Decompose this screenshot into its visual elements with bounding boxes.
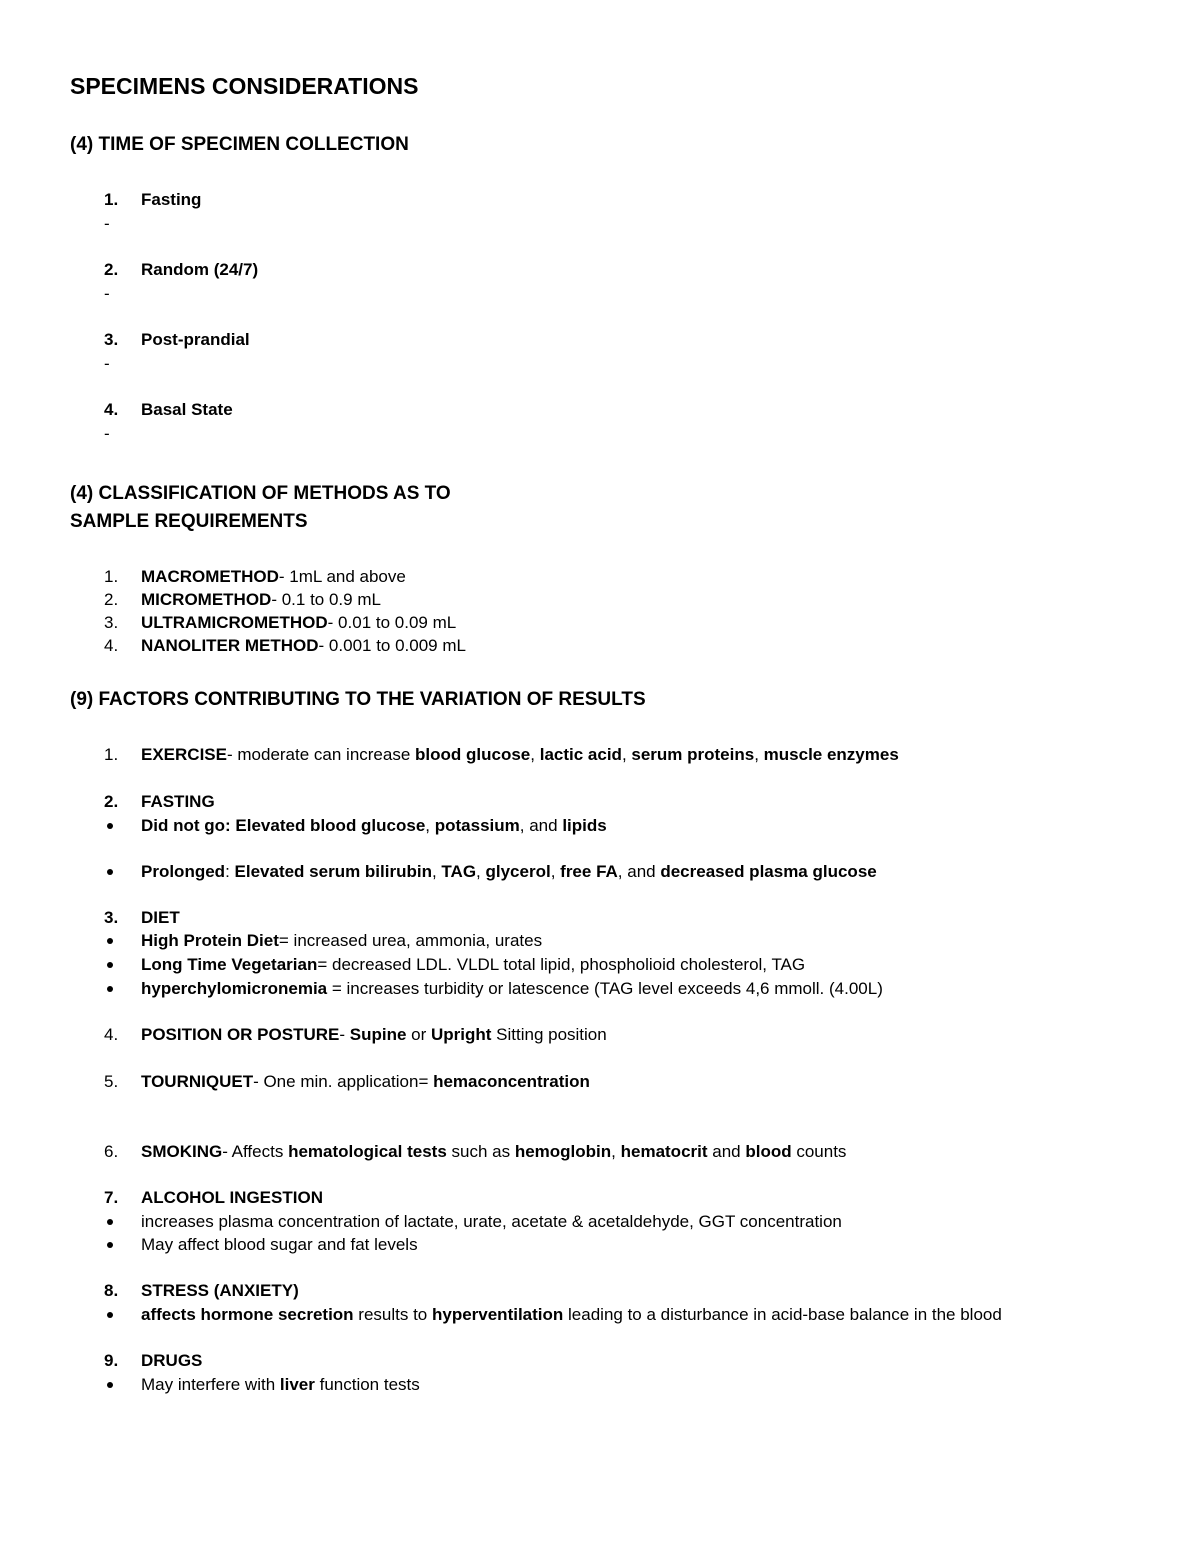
bullet-text: = increases turbidity or latescence (TAG level exceeds 4,6 mmoll. (4.00L) bbox=[327, 979, 883, 998]
bullet-text: , bbox=[431, 862, 442, 881]
bullet-icon bbox=[107, 1219, 113, 1225]
method-range: - 0.01 to 0.09 mL bbox=[327, 613, 457, 632]
bullet-emphasis: potassium bbox=[434, 816, 520, 835]
factor-emphasis: hemoglobin bbox=[514, 1142, 612, 1161]
bullet-emphasis: TAG bbox=[441, 862, 477, 881]
factor-text: , bbox=[530, 745, 540, 764]
factor-text: , bbox=[621, 745, 632, 764]
bullet-emphasis: Elevated serum bilirubin bbox=[234, 862, 432, 881]
method-term: MACROMETHOD bbox=[141, 567, 279, 586]
bullet-emphasis: decreased plasma glucose bbox=[660, 862, 877, 881]
section-heading-time-of-collection: (4) TIME OF SPECIMEN COLLECTION bbox=[70, 134, 409, 155]
factor-emphasis: lactic acid bbox=[539, 745, 622, 764]
item-number: 3. bbox=[104, 330, 119, 349]
factor-term: SMOKING bbox=[141, 1142, 223, 1161]
bullet-icon bbox=[107, 1242, 113, 1248]
factor-text: counts bbox=[791, 1142, 847, 1161]
bullet-text: , and bbox=[519, 816, 563, 835]
factor-text: - Affects bbox=[222, 1142, 289, 1161]
bullet-emphasis: free FA bbox=[560, 862, 618, 881]
item-label: Post-prandial bbox=[141, 330, 250, 349]
bullet-emphasis: Long Time Vegetarian bbox=[141, 955, 318, 974]
section-heading-classification-line2: SAMPLE REQUIREMENTS bbox=[70, 511, 308, 532]
section-heading-factors: (9) FACTORS CONTRIBUTING TO THE VARIATION OF RESULTS bbox=[70, 689, 646, 710]
bullet-emphasis: Prolonged bbox=[141, 862, 226, 881]
bullet-text: , bbox=[425, 816, 435, 835]
factor-text: Sitting position bbox=[491, 1025, 607, 1044]
factor-text: - bbox=[339, 1025, 350, 1044]
item-number: 4. bbox=[104, 636, 119, 655]
bullet-text: results to bbox=[353, 1305, 432, 1324]
item-label: Fasting bbox=[141, 190, 202, 209]
factor-term: DRUGS bbox=[141, 1351, 203, 1370]
bullet-icon bbox=[107, 986, 113, 992]
item-number: 5. bbox=[104, 1072, 119, 1091]
bullet-text: May interfere with bbox=[141, 1375, 280, 1394]
item-number: 1. bbox=[104, 190, 119, 209]
factor-term: ALCOHOL INGESTION bbox=[141, 1188, 323, 1207]
bullet-text: : bbox=[225, 862, 235, 881]
bullet-emphasis: hyperchylomicronemia bbox=[141, 979, 328, 998]
dash: - bbox=[104, 424, 110, 443]
bullet-text: , bbox=[550, 862, 561, 881]
bullet-icon bbox=[107, 869, 113, 875]
factor-text: or bbox=[406, 1025, 431, 1044]
bullet-icon bbox=[107, 1312, 113, 1318]
factor-text: and bbox=[707, 1142, 746, 1161]
method-term: ULTRAMICROMETHOD bbox=[141, 613, 328, 632]
factor-term: DIET bbox=[141, 908, 180, 927]
factor-term: TOURNIQUET bbox=[141, 1072, 254, 1091]
bullet-text: = increased urea, ammonia, urates bbox=[278, 931, 543, 950]
factor-emphasis: blood bbox=[745, 1142, 792, 1161]
item-number: 3. bbox=[104, 613, 119, 632]
dash: - bbox=[104, 354, 110, 373]
method-range: - 0.001 to 0.009 mL bbox=[318, 636, 466, 655]
bullet-text: , and bbox=[617, 862, 661, 881]
page-title: SPECIMENS CONSIDERATIONS bbox=[70, 73, 419, 99]
factor-term: STRESS (ANXIETY) bbox=[141, 1281, 299, 1300]
bullet-emphasis: hyperventilation bbox=[431, 1305, 564, 1324]
factor-emphasis: Supine bbox=[349, 1025, 407, 1044]
bullet-emphasis: Did not go: Elevated blood glucose bbox=[141, 816, 426, 835]
item-number: 3. bbox=[104, 908, 119, 927]
item-number: 4. bbox=[104, 1025, 119, 1044]
method-range: - 0.1 to 0.9 mL bbox=[271, 590, 381, 609]
factor-text: such as bbox=[446, 1142, 515, 1161]
factor-term: FASTING bbox=[141, 792, 215, 811]
factor-term: POSITION OR POSTURE bbox=[141, 1025, 340, 1044]
factor-text: , bbox=[611, 1142, 621, 1161]
item-number: 2. bbox=[104, 590, 119, 609]
method-term: NANOLITER METHOD bbox=[141, 636, 319, 655]
method-range: - 1mL and above bbox=[278, 567, 406, 586]
factor-emphasis: serum proteins bbox=[631, 745, 755, 764]
factor-term: EXERCISE bbox=[141, 745, 227, 764]
factor-text: , bbox=[754, 745, 764, 764]
item-number: 8. bbox=[104, 1281, 119, 1300]
factor-emphasis: muscle enzymes bbox=[763, 745, 899, 764]
bullet-icon bbox=[107, 1382, 113, 1388]
factor-text: - One min. application= bbox=[253, 1072, 434, 1091]
item-number: 1. bbox=[104, 567, 119, 586]
factor-emphasis: Upright bbox=[430, 1025, 492, 1044]
bullet-text: May affect blood sugar and fat levels bbox=[141, 1235, 418, 1254]
bullet-emphasis: glycerol bbox=[485, 862, 551, 881]
item-number: 2. bbox=[104, 260, 119, 279]
dash: - bbox=[104, 284, 110, 303]
factor-emphasis: hematocrit bbox=[620, 1142, 708, 1161]
item-number: 7. bbox=[104, 1188, 119, 1207]
bullet-icon bbox=[107, 938, 113, 944]
factor-emphasis: blood glucose bbox=[415, 745, 531, 764]
factor-emphasis: hemaconcentration bbox=[433, 1072, 590, 1091]
bullet-text: = decreased LDL. VLDL total lipid, phospholioid cholesterol, TAG bbox=[317, 955, 806, 974]
bullet-text: , bbox=[476, 862, 486, 881]
section-heading-classification: (4) CLASSIFICATION OF METHODS AS TO bbox=[70, 483, 451, 504]
factor-emphasis: hematological tests bbox=[288, 1142, 447, 1161]
item-number: 1. bbox=[104, 745, 119, 764]
item-number: 6. bbox=[104, 1142, 119, 1161]
dash: - bbox=[104, 214, 110, 233]
bullet-text: function tests bbox=[314, 1375, 420, 1394]
bullet-text: leading to a disturbance in acid-base balance in the blood bbox=[563, 1305, 1002, 1324]
bullet-emphasis: affects hormone secretion bbox=[141, 1305, 354, 1324]
bullet-text: increases plasma concentration of lactate, urate, acetate & acetaldehyde, GGT concentration bbox=[141, 1212, 842, 1231]
item-number: 4. bbox=[104, 400, 119, 419]
item-label: Random (24/7) bbox=[141, 260, 259, 279]
item-number: 2. bbox=[104, 792, 119, 811]
item-label: Basal State bbox=[141, 400, 233, 419]
method-term: MICROMETHOD bbox=[141, 590, 272, 609]
bullet-icon bbox=[107, 962, 113, 968]
bullet-icon bbox=[107, 823, 113, 829]
item-number: 9. bbox=[104, 1351, 119, 1370]
bullet-emphasis: lipids bbox=[562, 816, 607, 835]
bullet-emphasis: High Protein Diet bbox=[141, 931, 279, 950]
factor-text: - moderate can increase bbox=[226, 745, 416, 764]
bullet-emphasis: liver bbox=[279, 1375, 315, 1394]
